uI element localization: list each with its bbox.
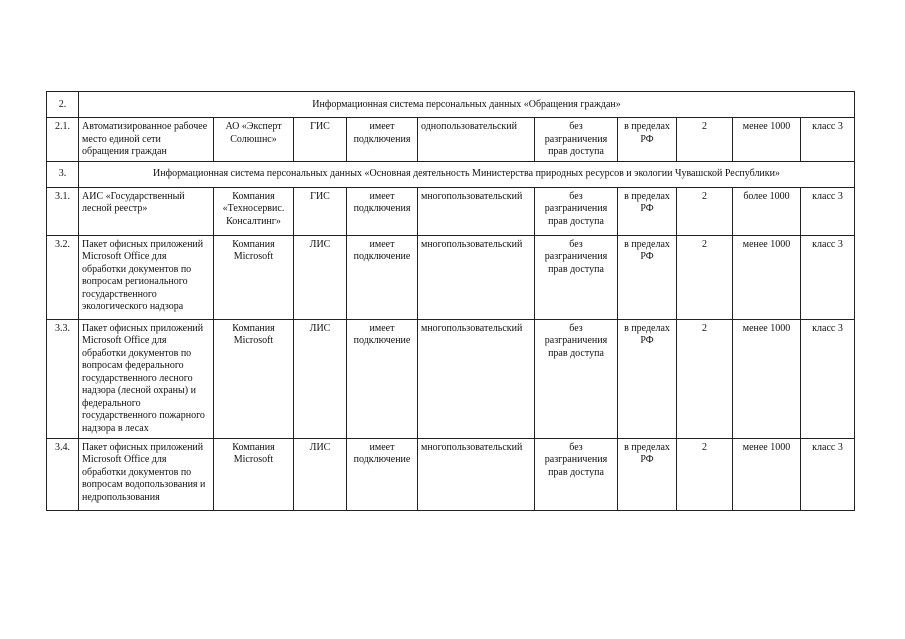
- developer: Компания «Техносервис. Консалтинг»: [214, 187, 294, 235]
- row-number: 3.3.: [47, 319, 79, 438]
- system-type: ЛИС: [294, 438, 347, 510]
- pd-systems-table: [46, 91, 855, 511]
- category: 2: [677, 187, 733, 235]
- section-number: 2.: [47, 92, 79, 118]
- system-type: ЛИС: [294, 235, 347, 319]
- system-name: Пакет офисных приложений Microsoft Office для обработки документов по вопросам водопользования и недропользования: [79, 438, 214, 510]
- table-row: [47, 438, 855, 510]
- connection: имеет подключения: [347, 118, 418, 162]
- data-volume: менее 1000: [733, 438, 801, 510]
- access-rights: без разграничения прав доступа: [535, 438, 618, 510]
- user-mode: многопользовательский: [418, 187, 535, 235]
- section-title: Информационная система персональных данных «Обращения граждан»: [79, 92, 855, 118]
- connection: имеет подключение: [347, 319, 418, 438]
- section-number: 3.: [47, 161, 79, 187]
- system-name: Пакет офисных приложений Microsoft Office для обработки документов по вопросам регионального государственного экологического надзора: [79, 235, 214, 319]
- location: в пределах РФ: [618, 438, 677, 510]
- user-mode: многопользовательский: [418, 235, 535, 319]
- access-rights: без разграничения прав доступа: [535, 319, 618, 438]
- row-number: 3.2.: [47, 235, 79, 319]
- category: 2: [677, 438, 733, 510]
- protection-class: класс 3: [801, 118, 855, 162]
- category: 2: [677, 118, 733, 162]
- protection-class: класс 3: [801, 235, 855, 319]
- system-name: Автоматизированное рабочее место единой сети обращения граждан: [79, 118, 214, 162]
- table-row: [47, 319, 855, 438]
- access-rights: без разграничения прав доступа: [535, 235, 618, 319]
- location: в пределах РФ: [618, 235, 677, 319]
- system-type: ГИС: [294, 118, 347, 162]
- system-type: ГИС: [294, 187, 347, 235]
- data-volume: менее 1000: [733, 235, 801, 319]
- user-mode: многопользовательский: [418, 438, 535, 510]
- developer: Компания Microsoft: [214, 319, 294, 438]
- category: 2: [677, 235, 733, 319]
- connection: имеет подключения: [347, 187, 418, 235]
- protection-class: класс 3: [801, 319, 855, 438]
- connection: имеет подключение: [347, 235, 418, 319]
- row-number: 2.1.: [47, 118, 79, 162]
- access-rights: без разграничения прав доступа: [535, 118, 618, 162]
- data-volume: менее 1000: [733, 319, 801, 438]
- system-name: Пакет офисных приложений Microsoft Office для обработки документов по вопросам федерального государственного лесного надзора (лесной охраны) и федерального государственного пожарного надзора в лесах: [79, 319, 214, 438]
- location: в пределах РФ: [618, 319, 677, 438]
- connection: имеет подключение: [347, 438, 418, 510]
- system-type: ЛИС: [294, 319, 347, 438]
- table-row: [47, 118, 855, 162]
- system-name: АИС «Государственный лесной реестр»: [79, 187, 214, 235]
- protection-class: класс 3: [801, 187, 855, 235]
- data-volume: более 1000: [733, 187, 801, 235]
- section-row: [47, 92, 855, 118]
- developer: АО «Эксперт Солюшнс»: [214, 118, 294, 162]
- table-row: [47, 187, 855, 235]
- category: 2: [677, 319, 733, 438]
- access-rights: без разграничения прав доступа: [535, 187, 618, 235]
- section-title: Информационная система персональных данных «Основная деятельность Министерства природных ресурсов и экологии Чувашской Республики»: [79, 161, 855, 187]
- section-row: [47, 161, 855, 187]
- user-mode: однопользовательский: [418, 118, 535, 162]
- location: в пределах РФ: [618, 187, 677, 235]
- row-number: 3.1.: [47, 187, 79, 235]
- row-number: 3.4.: [47, 438, 79, 510]
- data-volume: менее 1000: [733, 118, 801, 162]
- protection-class: класс 3: [801, 438, 855, 510]
- location: в пределах РФ: [618, 118, 677, 162]
- developer: Компания Microsoft: [214, 438, 294, 510]
- table-row: [47, 235, 855, 319]
- developer: Компания Microsoft: [214, 235, 294, 319]
- user-mode: многопользовательский: [418, 319, 535, 438]
